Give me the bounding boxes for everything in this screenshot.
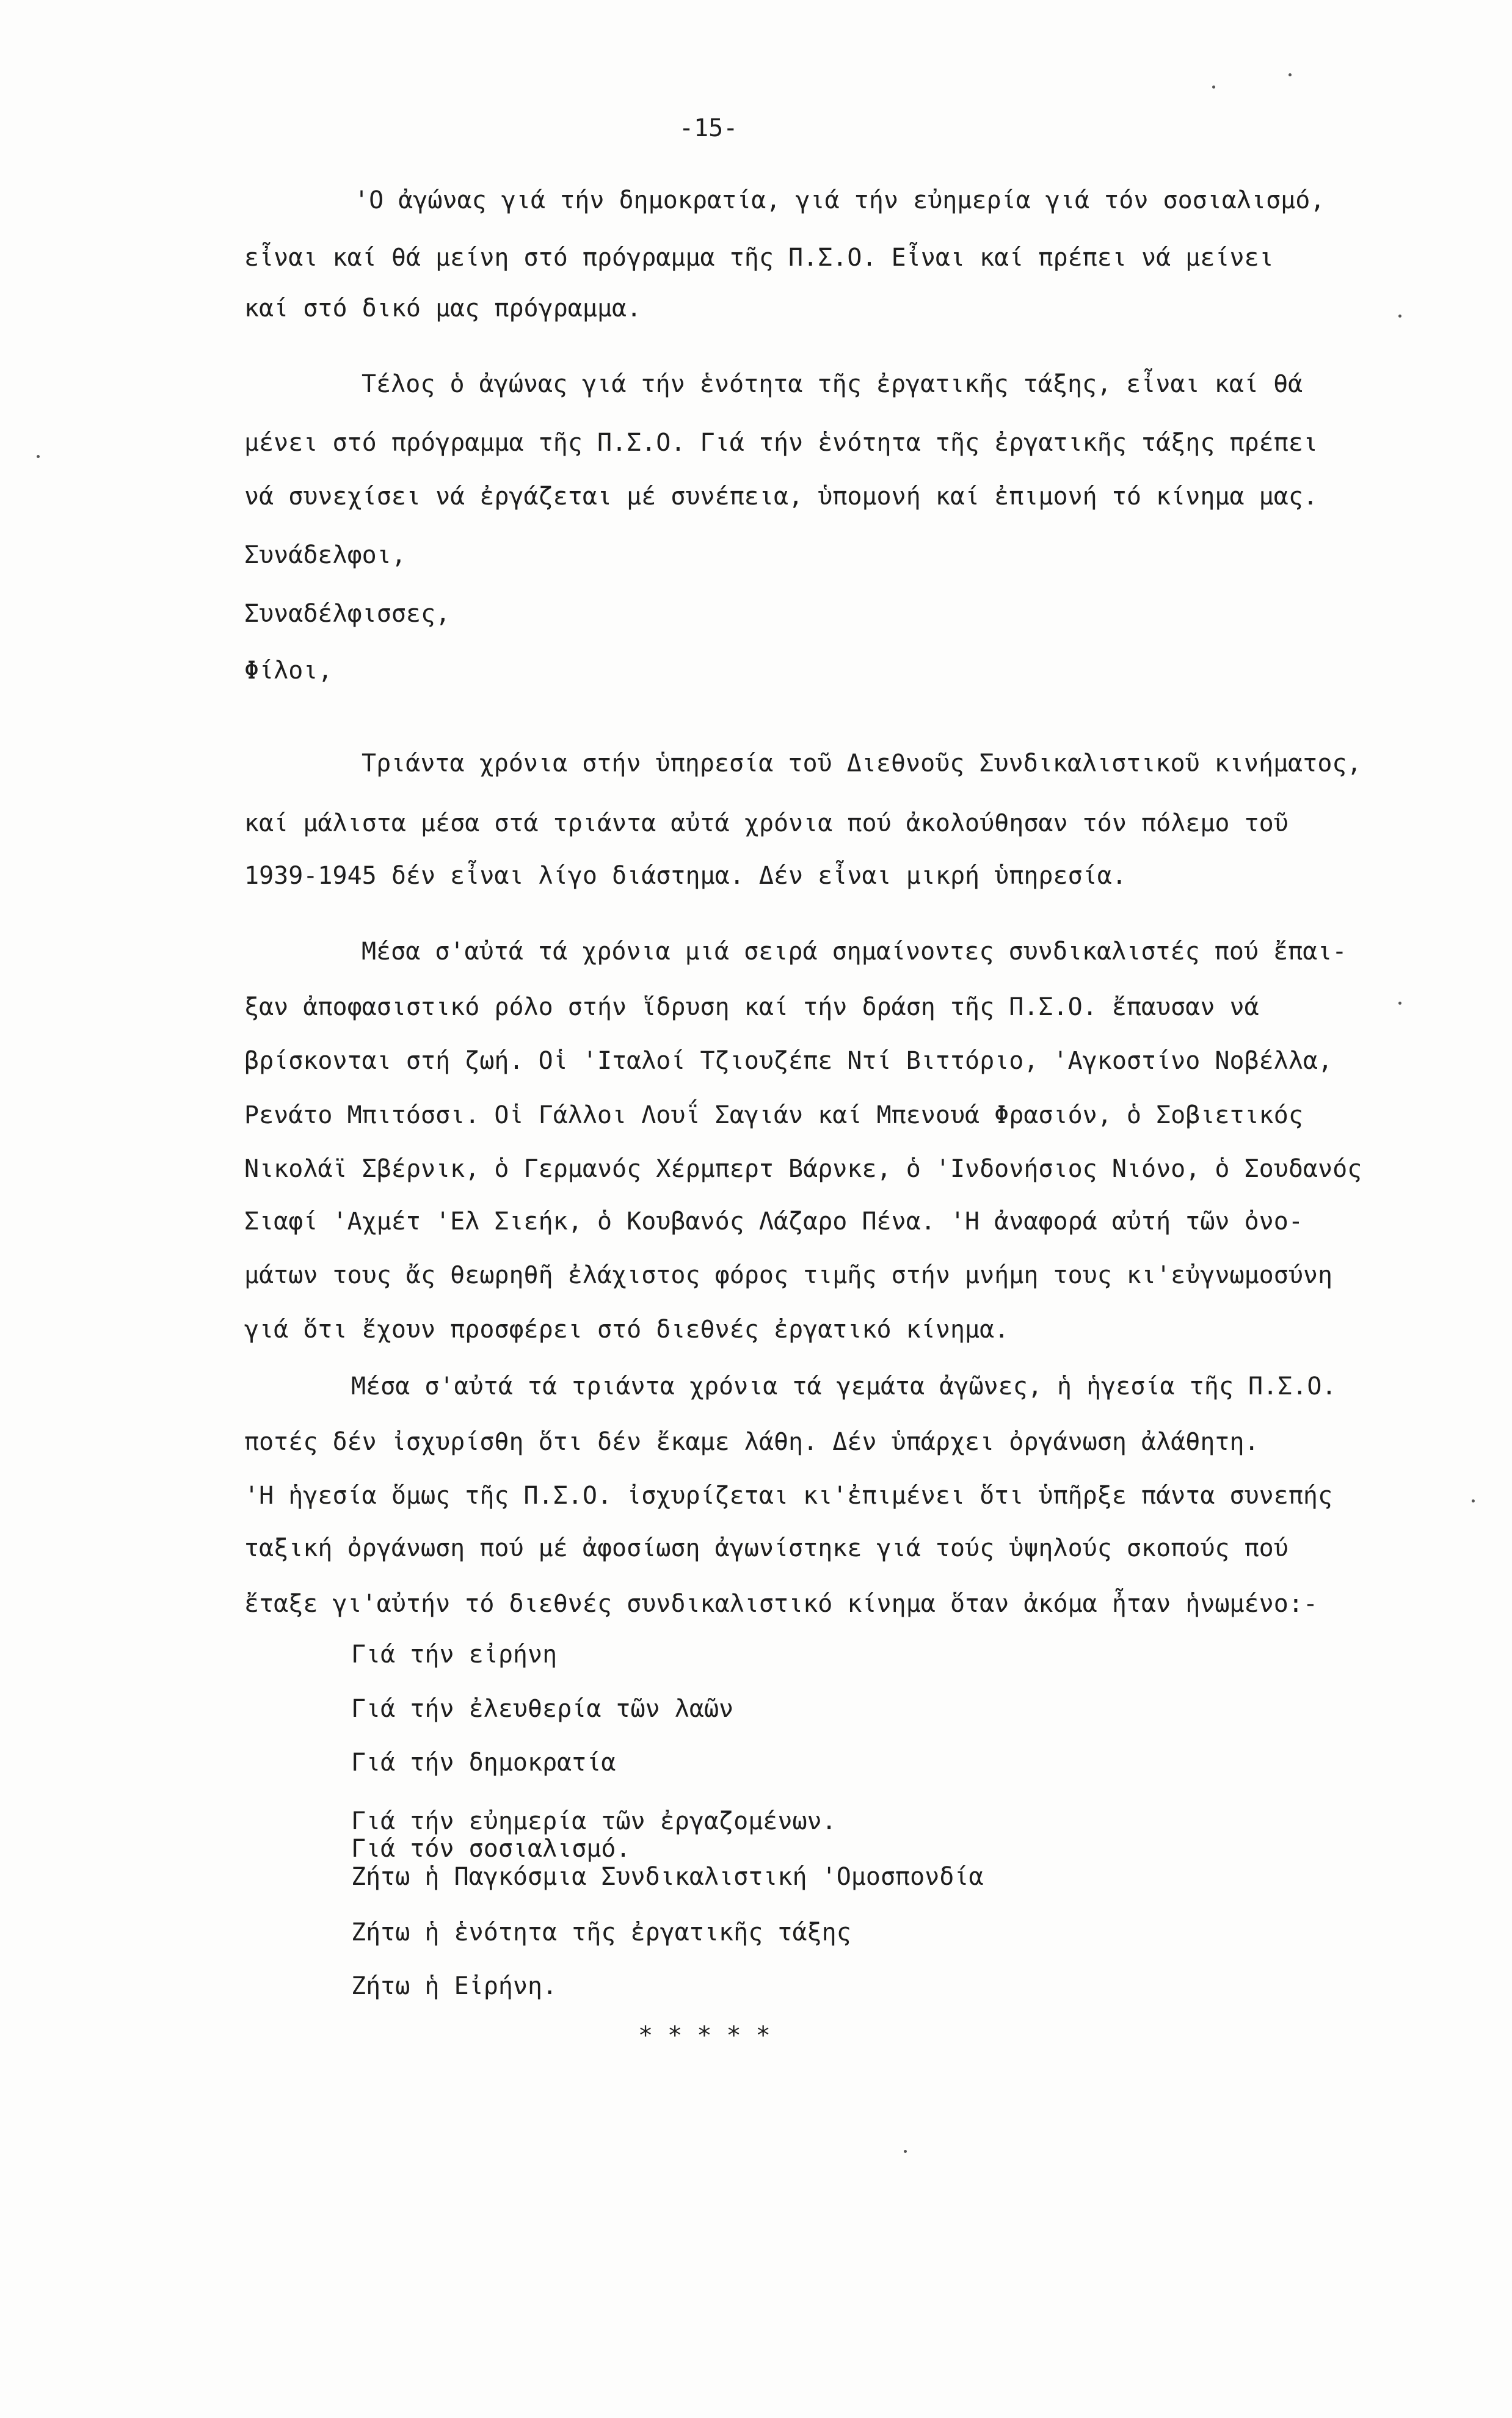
text-line: Ρενάτο Μπιτόσσι. Οἱ Γάλλοι Λουΐ Σαγιάν καί Μπενουά Φρασιόν, ὁ Σοβιετικός xyxy=(244,1101,1303,1129)
scan-speck xyxy=(1212,86,1215,89)
text-line: ποτές δέν ἰσχυρίσθη ὅτι δέν ἔκαμε λάθη. Δέν ὑπάρχει ὀργάνωση ἀλάθητη. xyxy=(244,1428,1259,1456)
text-line: Μέσα σ'αὐτά τά τριάντα χρόνια τά γεμάτα ἀγῶνες, ἡ ἡγεσία τῆς Π.Σ.Ο. xyxy=(351,1372,1337,1400)
text-line: 'Η ἡγεσία ὅμως τῆς Π.Σ.Ο. ἰσχυρίζεται κι'ἐπιμένει ὅτι ὑπῆρξε πάντα συνεπής xyxy=(244,1482,1333,1510)
salutation-line: Φίλοι, xyxy=(244,657,333,685)
text-line: εἶναι καί θά μείνη στό πρόγραμμα τῆς Π.Σ.Ο. Εἶναι καί πρέπει νά μείνει xyxy=(244,244,1274,272)
text-line: Τριάντα χρόνια στήν ὑπηρεσία τοῦ Διεθνοῦς Συνδικαλιστικοῦ κινήματος, xyxy=(362,749,1362,777)
text-line: ἔταξε γι'αὐτήν τό διεθνές συνδικαλιστικό κίνημα ὅταν ἀκόμα ἦταν ἡνωμένο:- xyxy=(244,1590,1318,1618)
scan-speck xyxy=(1398,1002,1401,1005)
text-line: γιά ὅτι ἔχουν προσφέρει στό διεθνές ἐργατικό κίνημα. xyxy=(244,1316,1009,1344)
list-item: Γιά τήν εὐημερία τῶν ἐργαζομένων. xyxy=(351,1807,837,1835)
text-line: Τέλος ὁ ἀγώνας γιά τήν ἑνότητα τῆς ἐργατικῆς τάξης, εἶναι καί θά xyxy=(362,370,1303,398)
text-line: βρίσκονται στή ζωή. Οἱ 'Ιταλοί Τζιουζέπε Ντί Βιττόριο, 'Αγκοστίνο Νοβέλλα, xyxy=(244,1047,1333,1075)
scan-speck xyxy=(1398,315,1401,318)
text-line: 'Ο ἀγώνας γιά τήν δημοκρατία, γιά τήν εὐημερία γιά τόν σοσιαλισμό, xyxy=(354,186,1325,214)
end-mark: * * * * * xyxy=(638,2022,771,2050)
scan-speck xyxy=(37,455,40,458)
salutation-line: Συναδέλφισσες, xyxy=(244,600,451,628)
text-line: ξαν ἀποφασιστικό ρόλο στήν ἵδρυση καί τήν δράση τῆς Π.Σ.Ο. ἔπαυσαν νά xyxy=(244,993,1259,1021)
list-item: Ζήτω ἡ Εἰρήνη. xyxy=(351,1972,558,2000)
list-item: Γιά τήν δημοκρατία xyxy=(351,1749,616,1777)
text-line: ταξική ὀργάνωση πού μέ ἀφοσίωση ἀγωνίστηκε γιά τούς ὑψηλούς σκοπούς πού xyxy=(244,1534,1288,1562)
list-item: Ζήτω ἡ ἑνότητα τῆς ἐργατικῆς τάξης xyxy=(351,1918,851,1946)
salutation-line: Συνάδελφοι, xyxy=(244,541,406,569)
text-line: μάτων τους ἄς θεωρηθῆ ἐλάχιστος φόρος τιμῆς στήν μνήμη τους κι'εὐγνωμοσύνη xyxy=(244,1261,1333,1289)
list-item: Γιά τήν ἐλευθερία τῶν λαῶν xyxy=(351,1695,734,1723)
scan-speck xyxy=(1472,1499,1475,1502)
text-line: καί μάλιστα μέσα στά τριάντα αὐτά χρόνια πού ἀκολούθησαν τόν πόλεμο τοῦ xyxy=(244,809,1288,837)
text-line: Σιαφί 'Αχμέτ 'Ελ Σιεήκ, ὁ Κουβανός Λάζαρο Πένα. 'Η ἀναφορά αὐτή τῶν ὀνο- xyxy=(244,1207,1303,1236)
text-line: Νικολάϊ Σβέρνικ, ὁ Γερμανός Χέρμπερτ Βάρνκε, ὁ 'Ινδονήσιος Νιόνο, ὁ Σουδανός xyxy=(244,1155,1362,1183)
text-line: Μέσα σ'αὐτά τά χρόνια μιά σειρά σημαίνοντες συνδικαλιστές πού ἔπαι- xyxy=(362,938,1347,966)
list-item: Γιά τήν εἰρήνη xyxy=(351,1641,558,1669)
page-number: -15- xyxy=(679,114,738,142)
text-line: μένει στό πρόγραμμα τῆς Π.Σ.Ο. Γιά τήν ἑνότητα τῆς ἐργατικῆς τάξης πρέπει xyxy=(244,429,1318,457)
list-item: Γιά τόν σοσιαλισμό. xyxy=(351,1835,631,1863)
text-line: καί στό δικό μας πρόγραμμα. xyxy=(244,294,642,322)
scan-speck xyxy=(904,2150,907,2153)
list-item: Ζήτω ἡ Παγκόσμια Συνδικαλιστική 'Ομοσπονδία xyxy=(351,1863,984,1891)
scan-speck xyxy=(1288,73,1292,76)
text-line: 1939-1945 δέν εἶναι λίγο διάστημα. Δέν εἶναι μικρή ὑπηρεσία. xyxy=(244,862,1127,890)
text-line: νά συνεχίσει νά ἐργάζεται μέ συνέπεια, ὑπομονή καί ἐπιμονή τό κίνημα μας. xyxy=(244,483,1318,511)
